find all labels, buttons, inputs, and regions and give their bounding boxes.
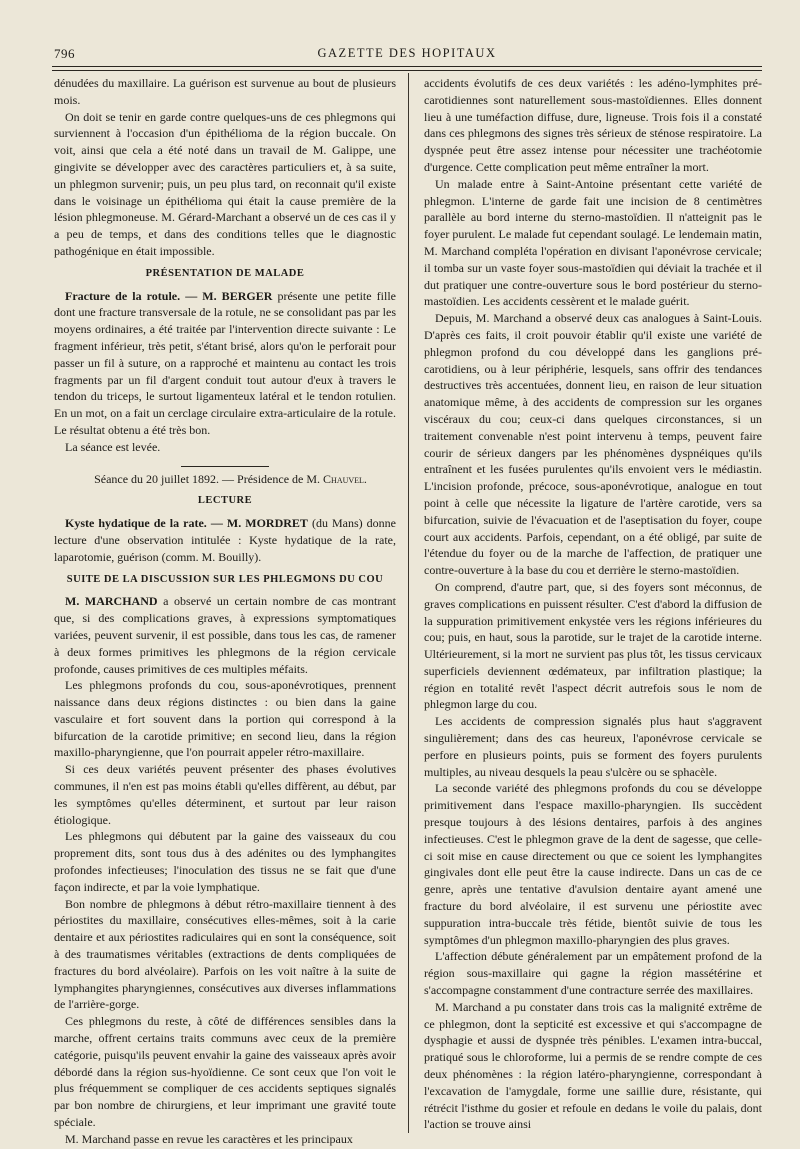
paragraph-fracture (54, 288, 396, 439)
paragraph: Les accidents de compression signalés plus haut s'aggravent singulièrement; dans des cas heureux, l'aponévrose cervicale se perfore en plusieurs points, puis se forment des foyers purulents multiples, au niveau desquels la peau s'ulcère ou se sphacèle. (424, 714, 762, 779)
section-divider (181, 466, 269, 467)
paragraph: Les phlegmons profonds du cou, sous-aponévrotiques, prennent naissance dans deux régions distinctes : ou bien dans la gaine vasculaire et fort souvent dans la portion qui correspond à la bifurcation de la carotide primitive; en second lieu, dans la région maxillo-pharyngienne, que l'on pourrait appeler rétro-maxillaire. (54, 678, 396, 760)
left-column (54, 75, 396, 1148)
session-line (54, 471, 396, 488)
paragraph: On comprend, d'autre part, que, si des foyers sont méconnus, de graves complications en puissent résulter. C'est d'abord la diffusion de la suppuration primitivement enkystée vers les régions inférieures du cou; puis, en haut, sous la parotide, sur le trajet de la carotide interne. Ultérieurement, si la mort ne survient pas plus tôt, les tissus cervicaux superficiels deviennent œdémateux, par infiltration plastique; la région en totalité revêt l'aspect décrit autrefois sous le nom de phlegmon large du cou. (424, 579, 762, 712)
paragraph: Ces phlegmons du reste, à côté de différences sensibles dans la marche, offrent certains traits communs avec ceux de la première catégorie, puisqu'ils peuvent envahir la gaine des vaisseaux après avoir débordé dans la région sus-hyoïdienne. Ce sont ceux que l'on voit le plus fréquemment se compliquer de ces accidents septiques signalés par bon nombre de chirurgiens, et leur imprimant une gravité toute spéciale. (54, 1014, 396, 1130)
session-president: Chauvel. (323, 471, 367, 486)
section-title-lecture: LECTURE (197, 495, 253, 507)
paragraph: accidents évolutifs de ces deux variétés : les adéno-lymphites pré-carotidiennes sont naturellement sous-mastoïdiennes. Elles donnent lieu à une tuméfaction diffuse, dure, ligneuse. Trois fois il a constaté dans ces phlegmons des signes très sérieux de sténose respiratoire. La dyspnée peut être assez intense pour nécessiter une trachéotomie d'urgence. Cette complication peut même entraîner la mort. (424, 76, 762, 174)
paragraph: dénudées du maxillaire. La guérison est survenue au bout de plusieurs mois. (54, 76, 396, 107)
paragraph: M. Marchand a pu constater dans trois cas la malignité extrême de ce phlegmon, dont la septicité est excessive et qui s'accompagne de dysphagie et aussi de dyspnée très pénibles. L'examen intra-buccal, pratiqué sous le chloroforme, lui a permis de se rendre compte de ces deux phénomènes : la région latéro-pharyngienne, correspondant à l'excavation de l'amygdale, forme une saillie dure, résistante, qui rétrécit l'isthme du gosier et refoule en dedans le voile du palais, dont l'action se trouve ainsi (424, 999, 762, 1132)
paragraph: M. Marchand passe en revue les caractères et les principaux (65, 1131, 353, 1146)
paragraph: Les phlegmons qui débutent par la gaine des vaisseaux du cou proprement dits, sont tous dus à des adénites ou des lymphangites profondes infectieuses; l'inoculation des tissus ne se fait que d'une façon indirecte, et par la voie lymphatique. (54, 829, 396, 894)
paragraph: Un malade entre à Saint-Antoine présentant cette variété de phlegmon. L'interne de garde fait une incision de 8 centimètres parallèle au bord interne du sterno-mastoïdien. Il n'atteignit pas le foyer purulent. Le malade fut cependant soulagé. Le lendemain matin, M. Marchand compléta l'opération en divisant l'aponévrose cervicale; il tomba sur un vaste foyer sous-mastoïdien qui déviait la trachée et il dut pratiquer une contre-ouverture sous le bord postérieur du sterno-mastoïdien. Les accidents cessèrent et le malade guérit. (424, 176, 762, 309)
session-date: Séance du 20 juillet 1892. — Présidence de M. (94, 471, 324, 486)
section-title-discussion: SUITE DE LA DISCUSSION SUR LES PHLEGMONS DU COU (66, 573, 384, 585)
page-number: 796 (54, 46, 75, 61)
paragraph: Bon nombre de phlegmons à début rétro-maxillaire tiennent à des périostites du maxillaire, consécutives elles-mêmes, soit à la carie dentaire et aux périostites radiculaires qui en sont la conséquence, soit à des traumatismes véritables (extractions de dents compliquées de fractures du bord alvéolaire). Parfois on les voit naître à la suite de lymphangites pharyngiennes, consécutives aux diverses inflammations de l'arrière-gorge. (54, 896, 396, 1012)
paragraph: L'affection débute généralement par un empâtement profond de la région sous-maxillaire qui gagne la région massétérine et s'accompagne constamment d'une contracture serrée des maxillaires. (424, 949, 762, 998)
right-column (424, 75, 762, 1133)
fracture-text: présente une petite fille dont une fracture transversale de la rotule, ne se consolidant pas par les moyens ordinaires, a été traitée par l'intervention directe suivante : Le fragment inférieur, très petit, s'étant brisé, alors qu'on le perforait pour passer un fil à suture, on a rapproché et maintenu au contact les trois fragments par un fil d'argent conduit tout autour d'eux à travers le tendon du triceps, le surtout ligamenteux latéral et le tendon rotulien. En un mot, on a fait un cerclage circulaire extra-articulaire de la rotule. Le résultat obtenu a été très bon. (54, 288, 396, 437)
kyste-heading: Kyste hydatique de la rate. — M. MORDRET (65, 516, 308, 531)
column-divider (408, 73, 409, 1133)
paragraph: La seconde variété des phlegmons profonds du cou se développe primitivement dans l'espace maxillo-pharyngien. Ils succèdent presque toujours à des lésions dentaires, parfois à des angines infectieuses. C'est le phlegmon grave de la dent de sagesse, que celle-ci soit mise en cause directement ou que ce soient les lymphangites gingivales dont elle peut être la cause indirecte. Dans un cas de ce genre, après une tentative d'avulsion dentaire ayant amené une fracture du bord alvéolaire, il est survenu une périostite avec suppuration intra-buccale très fétide, bientôt suivie de tous les symptômes d'un phlegmon maxillo-pharyngien des plus graves. (424, 781, 762, 947)
paragraph: La séance est levée. (65, 439, 161, 454)
journal-title: GAZETTE DES HOPITAUX (317, 46, 497, 60)
paragraph: On doit se tenir en garde contre quelques-uns de ces phlegmons qui surviennent à l'occasion d'un épithélioma de la région buccale. On voit, ainsi que cela a été noté dans un travail de M. Galippe, une gingivite se développer avec des caractères particuliers et, à sa suite, un phlegmon survenir; puis, un peu plus tard, on reconnait qu'il existe dans le voisinage un épithélioma qui était la cause première de la lésion phlegmoneuse. M. Gérard-Marchant a observé un de ces cas il y a peu de temps, et dans des conditions telles que le diagnostic pathogénique en était impossible. (54, 109, 396, 258)
paragraph-kyste (54, 515, 396, 565)
section-title-presentation: PRÉSENTATION DE MALADE (145, 267, 305, 279)
marchand-text: a observé un certain nombre de cas montrant que, si des complications graves, à expressions symptomatiques variées, peuvent survenir, il est possible, dans tous les cas, de ramener à deux formes primitives les phlegmons de la région cervicale profonde, causes primitives de ces multiples méfaits. (54, 594, 397, 676)
page-header (54, 44, 760, 66)
paragraph-marchand (54, 593, 396, 677)
paragraph: Depuis, M. Marchand a observé deux cas analogues à Saint-Louis. D'après ces faits, il croit pouvoir établir qu'il existe une variété de phlegmon profond du cou développé dans les ganglions pré-carotidiens, ou à leur périphérie, lesquels, sans offrir des tendances destructives très accentuées, donnent lieu, en raison de leur situation anatomique même, à des accidents de compression sur les organes viscéraux du cou; ceux-ci dans quelques circonstances, si un traitement convenable n'est point intervenu à temps, peuvent faire courir de sérieux dangers par les phénomènes dyspnéiques qu'ils entraînent et les fusées purulentes qu'ils envoient vers le médiastin. L'incision profonde, précoce, sous-aponévrotique, analogue en tout point à celle que nécessite la ligature de l'artère carotide, vers sa bifurcation, suivie de l'évacuation et de l'aseptisation du foyer, coupe court aux accidents. Parfois, cependant, on a été obligé, par suite de l'étendue du foyer ou de la marche de l'affection, de pratiquer une contre-ouverture à la base du cou et derrière le sterno-mastoïdien. (424, 311, 762, 578)
marchand-name: M. MARCHAND (65, 594, 158, 609)
kyste-text: (du Mans) donne lecture d'une observation intitulée : Kyste hydatique de la rate, laparotomie, guérison (comm. M. Bouilly). (54, 516, 396, 564)
fracture-heading: Fracture de la rotule. — M. BERGER (65, 288, 273, 303)
header-rule (52, 66, 762, 71)
paragraph: Si ces deux variétés peuvent présenter des phases évolutives communes, il n'en est pas moins établi qu'elles diffèrent, au début, par les symptômes qu'elles déterminent, et surtout par leur raison étiologique. (54, 762, 396, 827)
